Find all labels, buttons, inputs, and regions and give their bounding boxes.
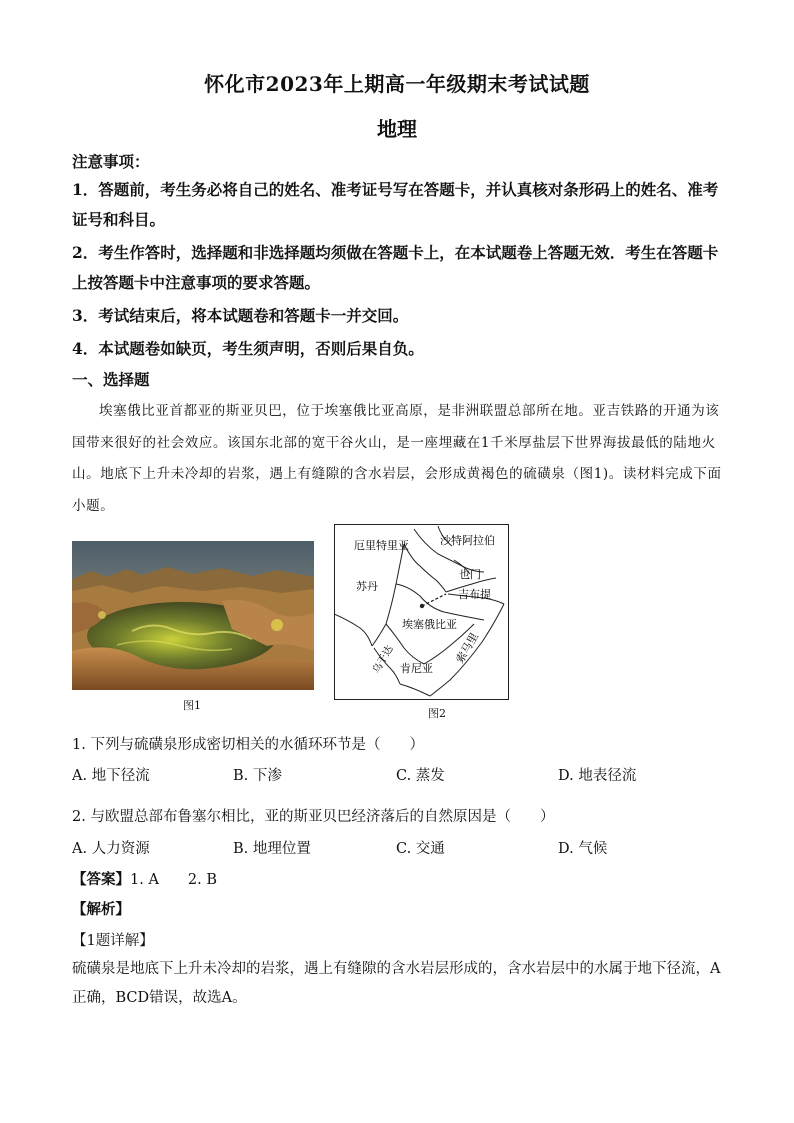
- answer-text: 1. A 2. B: [130, 872, 218, 888]
- question-2-option-b[interactable]: B. 地理位置: [233, 841, 311, 857]
- detail-label: 【1题详解】: [72, 933, 154, 949]
- notice-item-2: 2．考生作答时，选择题和非选择题均须做在答题卡上，在本试题卷上答题无效．考生在答题卡上按答题卡中注意事项的要求答题。: [72, 243, 719, 292]
- question-1-option-b[interactable]: B. 下渗: [233, 768, 282, 784]
- map-label-sudan: 苏丹: [356, 580, 378, 593]
- question-2-option-c[interactable]: C. 交通: [396, 841, 445, 857]
- horn-of-africa-map: [334, 524, 509, 700]
- notice-heading: 注意事项：: [72, 152, 150, 171]
- question-2-option-d[interactable]: D. 气候: [558, 841, 608, 857]
- figure-1-caption: 图1: [183, 699, 201, 712]
- notice-item-4: 4．本试题卷如缺页，考生须声明，否则后果自负。: [72, 339, 424, 358]
- notice-item-3: 3．考试结束后，将本试题卷和答题卡一并交回。: [72, 306, 409, 325]
- map-label-djibouti: 吉布提: [458, 588, 491, 601]
- material-paragraph: 埃塞俄比亚首都亚的斯亚贝巴，位于埃塞俄比亚高原，是非洲联盟总部所在地。亚吉铁路的开通为该国带来很好的社会效应。该国东北部的宽干谷火山，是一座埋藏在1千米厚盐层下世界海拔最低的陆地火山。地底下上升未冷却的岩浆，遇上有缝隙的含水岩层，会形成黄褐色的硫磺泉（图1)。读材料完成下面小题。: [72, 403, 722, 514]
- map-label-kenya: 肯尼亚: [400, 662, 433, 675]
- section-heading: 一、选择题: [72, 370, 150, 389]
- answer-line: [72, 868, 217, 889]
- question-1-stem: 1. 下列与硫磺泉形成密切相关的水循环环节是（ ）: [72, 737, 424, 753]
- exam-title: 怀化市2023年上期高一年级期末考试试题: [204, 72, 590, 96]
- map-label-somalia: 索马里: [453, 630, 482, 666]
- detail-text: 硫磺泉是地底下上升未冷却的岩浆，遇上有缝隙的含水岩层形成的，含水岩层中的水属于地下径流，A正确，BCD错误，故选A。: [72, 961, 721, 1006]
- analysis-label: 【解析】: [72, 901, 130, 918]
- map-label-yemen: 也门: [459, 568, 481, 581]
- map-label-eritrea: 厄里特里亚: [354, 539, 409, 552]
- question-2-option-a[interactable]: A. 人力资源: [72, 841, 150, 857]
- subject-title: 地理: [377, 117, 417, 141]
- question-1-option-d[interactable]: D. 地表径流: [558, 768, 637, 784]
- answer-label: 【答案】: [72, 871, 130, 888]
- figure-2-caption: 图2: [428, 707, 446, 720]
- map-label-saudi: 沙特阿拉伯: [440, 534, 495, 547]
- notice-item-1: 1．答题前，考生务必将自己的姓名、准考证号写在答题卡，并认真核对条形码上的姓名、准考证号和科目。: [72, 180, 719, 229]
- sulfur-spring-photo: [72, 541, 314, 690]
- question-2-stem: 2. 与欧盟总部布鲁塞尔相比，亚的斯亚贝巴经济落后的自然原因是（ ）: [72, 809, 555, 825]
- question-1-option-c[interactable]: C. 蒸发: [396, 768, 445, 784]
- question-1-option-a[interactable]: A. 地下径流: [72, 768, 150, 784]
- map-label-uganda: 乌干达: [371, 644, 396, 676]
- map-label-ethiopia: 埃塞俄比亚: [402, 618, 457, 631]
